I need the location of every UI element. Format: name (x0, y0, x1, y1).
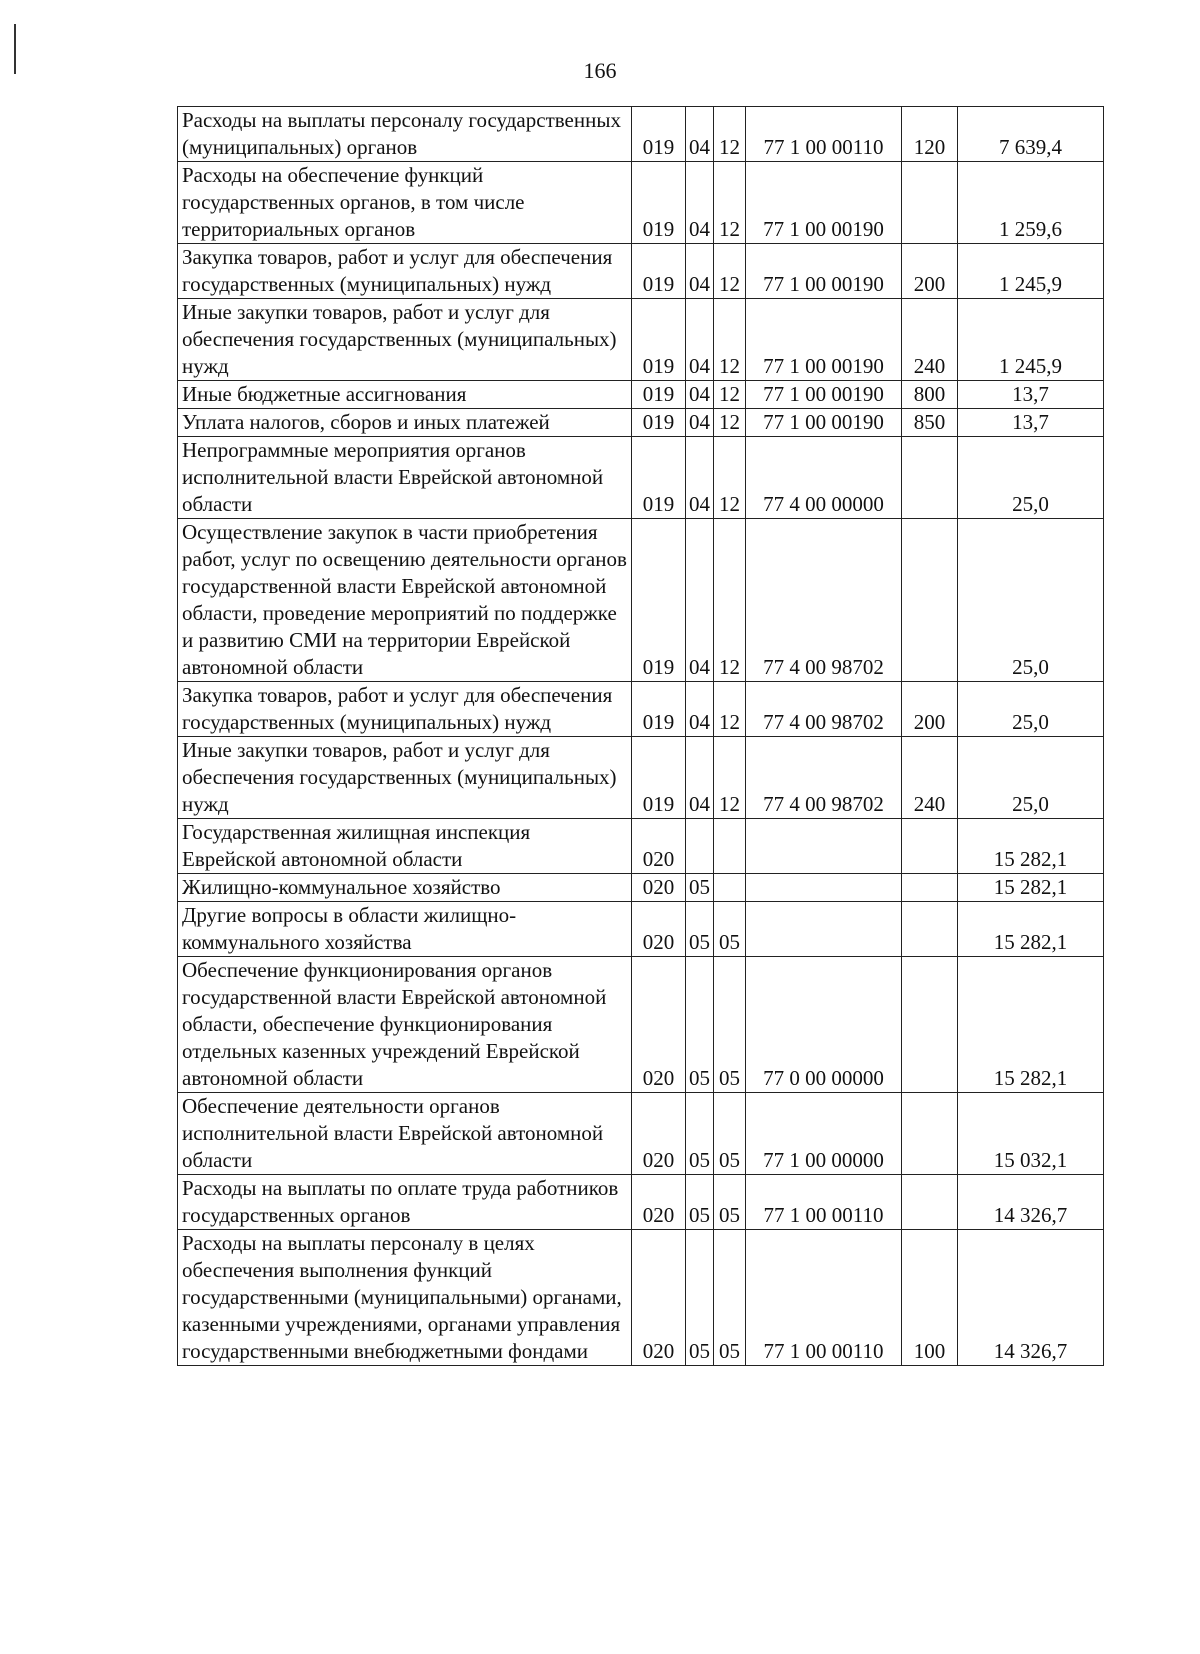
table-row (178, 1230, 1104, 1366)
row-csr-cell: 77 4 00 98702 (746, 682, 902, 737)
row-csr-cell (746, 902, 902, 957)
row-vr-cell: 200 (902, 244, 958, 299)
row-csr-cell: 77 4 00 98702 (746, 737, 902, 819)
row-ved-cell: 020 (632, 874, 686, 902)
row-name-cell: Расходы на выплаты персоналу в целях обеспечения выполнения функций государственными (муниципальными) органами, казенными учреждениями, органами управления государственными внебюджетными фондами (178, 1230, 632, 1366)
row-pr-cell (714, 874, 746, 902)
row-vr-cell (902, 519, 958, 682)
row-csr-cell: 77 1 00 00000 (746, 1093, 902, 1175)
row-name-cell: Закупка товаров, работ и услуг для обеспечения государственных (муниципальных) нужд (178, 244, 632, 299)
row-name-cell: Расходы на выплаты персоналу государственных (муниципальных) органов (178, 107, 632, 162)
row-pr-cell: 05 (714, 957, 746, 1093)
row-rz-cell: 05 (686, 1093, 714, 1175)
row-csr-cell: 77 4 00 98702 (746, 519, 902, 682)
table-row (178, 1175, 1104, 1230)
budget-table-body (178, 107, 1104, 1366)
row-csr-cell: 77 1 00 00190 (746, 299, 902, 381)
row-rz-cell: 04 (686, 107, 714, 162)
row-sum-cell: 25,0 (958, 737, 1104, 819)
row-rz-cell: 04 (686, 244, 714, 299)
row-pr-cell: 05 (714, 1230, 746, 1366)
row-ved-cell: 020 (632, 1175, 686, 1230)
table-row (178, 957, 1104, 1093)
row-rz-cell: 04 (686, 381, 714, 409)
row-vr-cell: 850 (902, 409, 958, 437)
row-sum-cell: 25,0 (958, 682, 1104, 737)
row-rz-cell: 05 (686, 874, 714, 902)
row-rz-cell: 05 (686, 1175, 714, 1230)
row-rz-cell (686, 819, 714, 874)
table-row (178, 409, 1104, 437)
row-rz-cell: 04 (686, 437, 714, 519)
row-sum-cell: 15 282,1 (958, 902, 1104, 957)
row-sum-cell: 1 259,6 (958, 162, 1104, 244)
row-vr-cell: 200 (902, 682, 958, 737)
row-sum-cell: 14 326,7 (958, 1175, 1104, 1230)
row-rz-cell: 04 (686, 737, 714, 819)
row-ved-cell: 019 (632, 519, 686, 682)
row-csr-cell: 77 1 00 00190 (746, 244, 902, 299)
row-vr-cell: 100 (902, 1230, 958, 1366)
row-pr-cell: 05 (714, 1093, 746, 1175)
row-rz-cell: 04 (686, 162, 714, 244)
row-sum-cell: 15 032,1 (958, 1093, 1104, 1175)
table-row (178, 519, 1104, 682)
row-ved-cell: 020 (632, 819, 686, 874)
row-vr-cell (902, 437, 958, 519)
row-csr-cell: 77 4 00 00000 (746, 437, 902, 519)
row-sum-cell: 15 282,1 (958, 874, 1104, 902)
row-ved-cell: 019 (632, 437, 686, 519)
row-pr-cell (714, 819, 746, 874)
row-name-cell: Непрограммные мероприятия органов исполнительной власти Еврейской автономной области (178, 437, 632, 519)
row-pr-cell: 12 (714, 244, 746, 299)
row-vr-cell (902, 902, 958, 957)
row-vr-cell: 120 (902, 107, 958, 162)
row-pr-cell: 12 (714, 682, 746, 737)
row-ved-cell: 019 (632, 107, 686, 162)
row-sum-cell: 25,0 (958, 519, 1104, 682)
row-rz-cell: 04 (686, 409, 714, 437)
row-csr-cell: 77 1 00 00110 (746, 107, 902, 162)
row-csr-cell: 77 1 00 00110 (746, 1230, 902, 1366)
row-ved-cell: 019 (632, 737, 686, 819)
table-row (178, 874, 1104, 902)
row-ved-cell: 019 (632, 244, 686, 299)
row-vr-cell (902, 1093, 958, 1175)
table-row (178, 1093, 1104, 1175)
row-vr-cell: 240 (902, 737, 958, 819)
row-name-cell: Обеспечение функционирования органов государственной власти Еврейской автономной области, обеспечение функционирования отдельных казенных учреждений Еврейской автономной области (178, 957, 632, 1093)
row-vr-cell: 800 (902, 381, 958, 409)
row-pr-cell: 12 (714, 107, 746, 162)
row-name-cell: Иные закупки товаров, работ и услуг для обеспечения государственных (муниципальных) нужд (178, 299, 632, 381)
row-name-cell: Иные бюджетные ассигнования (178, 381, 632, 409)
budget-table (177, 106, 1104, 1366)
row-ved-cell: 020 (632, 1230, 686, 1366)
table-row (178, 902, 1104, 957)
row-ved-cell: 019 (632, 409, 686, 437)
table-row (178, 819, 1104, 874)
row-name-cell: Закупка товаров, работ и услуг для обеспечения государственных (муниципальных) нужд (178, 682, 632, 737)
row-sum-cell: 15 282,1 (958, 819, 1104, 874)
row-rz-cell: 05 (686, 957, 714, 1093)
table-row (178, 682, 1104, 737)
row-name-cell: Уплата налогов, сборов и иных платежей (178, 409, 632, 437)
row-name-cell: Другие вопросы в области жилищно-коммунального хозяйства (178, 902, 632, 957)
table-row (178, 381, 1104, 409)
row-csr-cell: 77 0 00 00000 (746, 957, 902, 1093)
row-sum-cell: 7 639,4 (958, 107, 1104, 162)
row-ved-cell: 019 (632, 162, 686, 244)
row-name-cell: Расходы на выплаты по оплате труда работников государственных органов (178, 1175, 632, 1230)
page-number: 166 (583, 58, 617, 83)
row-rz-cell: 04 (686, 519, 714, 682)
table-row (178, 299, 1104, 381)
row-pr-cell: 12 (714, 437, 746, 519)
row-sum-cell: 25,0 (958, 437, 1104, 519)
row-vr-cell: 240 (902, 299, 958, 381)
row-sum-cell: 13,7 (958, 409, 1104, 437)
row-pr-cell: 12 (714, 737, 746, 819)
table-row (178, 107, 1104, 162)
row-csr-cell (746, 874, 902, 902)
row-pr-cell: 12 (714, 299, 746, 381)
table-row (178, 244, 1104, 299)
row-pr-cell: 05 (714, 902, 746, 957)
row-pr-cell: 12 (714, 162, 746, 244)
row-ved-cell: 019 (632, 299, 686, 381)
row-name-cell: Государственная жилищная инспекция Еврейской автономной области (178, 819, 632, 874)
row-csr-cell (746, 819, 902, 874)
row-pr-cell: 12 (714, 409, 746, 437)
row-name-cell: Иные закупки товаров, работ и услуг для обеспечения государственных (муниципальных) нужд (178, 737, 632, 819)
row-vr-cell (902, 819, 958, 874)
row-name-cell: Обеспечение деятельности органов исполнительной власти Еврейской автономной области (178, 1093, 632, 1175)
row-sum-cell: 15 282,1 (958, 957, 1104, 1093)
table-row (178, 162, 1104, 244)
row-rz-cell: 04 (686, 682, 714, 737)
table-row (178, 737, 1104, 819)
row-ved-cell: 019 (632, 682, 686, 737)
row-ved-cell: 019 (632, 381, 686, 409)
row-vr-cell (902, 874, 958, 902)
row-sum-cell: 14 326,7 (958, 1230, 1104, 1366)
row-vr-cell (902, 957, 958, 1093)
row-vr-cell (902, 1175, 958, 1230)
row-name-cell: Жилищно-коммунальное хозяйство (178, 874, 632, 902)
row-csr-cell: 77 1 00 00190 (746, 162, 902, 244)
row-rz-cell: 05 (686, 1230, 714, 1366)
row-sum-cell: 1 245,9 (958, 299, 1104, 381)
row-sum-cell: 13,7 (958, 381, 1104, 409)
row-ved-cell: 020 (632, 957, 686, 1093)
row-name-cell: Осуществление закупок в части приобретения работ, услуг по освещению деятельности органов государственной власти Еврейской автономной области, проведение мероприятий по поддержке и развитию СМИ на территории Еврейской автономной области (178, 519, 632, 682)
row-csr-cell: 77 1 00 00110 (746, 1175, 902, 1230)
table-row (178, 437, 1104, 519)
row-csr-cell: 77 1 00 00190 (746, 381, 902, 409)
row-pr-cell: 05 (714, 1175, 746, 1230)
row-vr-cell (902, 162, 958, 244)
row-ved-cell: 020 (632, 1093, 686, 1175)
row-rz-cell: 05 (686, 902, 714, 957)
row-rz-cell: 04 (686, 299, 714, 381)
row-sum-cell: 1 245,9 (958, 244, 1104, 299)
row-name-cell: Расходы на обеспечение функций государственных органов, в том числе территориальных органов (178, 162, 632, 244)
row-pr-cell: 12 (714, 519, 746, 682)
row-ved-cell: 020 (632, 902, 686, 957)
row-pr-cell: 12 (714, 381, 746, 409)
row-csr-cell: 77 1 00 00190 (746, 409, 902, 437)
